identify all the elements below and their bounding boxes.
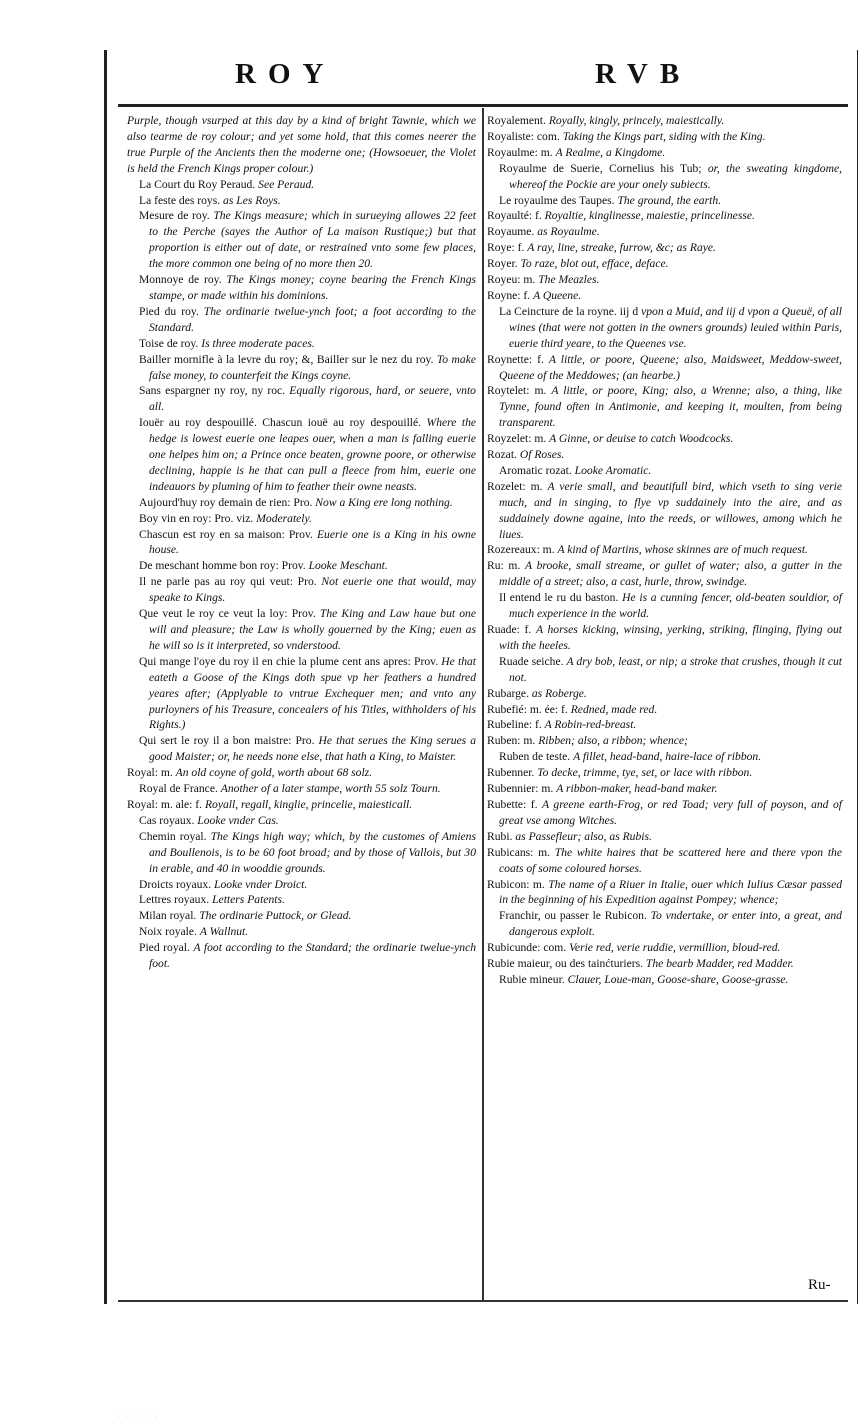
entry-translation: The bearb Madder, red Madder. xyxy=(645,957,794,971)
dictionary-entry xyxy=(127,415,476,495)
dictionary-entry xyxy=(487,940,842,956)
entry-headword: Le royaulme des Taupes. xyxy=(499,193,615,207)
dictionary-entry xyxy=(487,431,842,447)
entry-headword: La feste des roys. xyxy=(139,193,221,207)
entry-translation: vpon a Muid, and iij d vpon a Queuë, of all wines (that were not gotten in the owners grounds) leuied within Paris, euerie third yeare, to the Queenes vse. xyxy=(509,304,842,350)
entry-headword: Aromatic rozat. xyxy=(499,463,572,477)
entry-translation: Letters Patents. xyxy=(212,893,285,907)
dictionary-entry xyxy=(127,558,476,574)
entry-headword: Lettres royaux. xyxy=(139,893,210,907)
entry-translation: as Royaulme. xyxy=(537,225,600,239)
entry-headword: Aujourd'huy roy demain de rien: Pro. xyxy=(139,495,313,509)
entry-headword: Il entend le ru du baston. xyxy=(499,591,619,605)
entry-headword: Ruben: m. xyxy=(487,734,536,748)
dictionary-entry xyxy=(487,161,842,193)
entry-headword: Iouër au roy despouillé. Chascun iouë au roy despouillé. xyxy=(139,416,422,430)
entry-translation: as Les Roys. xyxy=(223,193,281,207)
entry-translation: Now a King ere long nothing. xyxy=(315,495,453,509)
entry-translation: An old coyne of gold, worth about 68 solz. xyxy=(175,766,373,780)
entry-headword: Qui sert le roy il a bon maistre: Pro. xyxy=(139,734,315,748)
running-head-left: ROY xyxy=(235,58,336,90)
entry-headword: Royaulté: f. xyxy=(487,209,542,223)
entry-translation: Redned, made red. xyxy=(570,702,658,716)
entry-translation: Looke vnder Cas. xyxy=(197,813,279,827)
dictionary-entry xyxy=(487,558,842,590)
dictionary-entry xyxy=(127,495,476,511)
dictionary-entry xyxy=(487,463,842,479)
entry-headword: Rubenner. xyxy=(487,766,535,780)
entry-translation: A Queene. xyxy=(533,288,582,302)
entry-headword: Rozat. xyxy=(487,448,517,462)
dictionary-entry xyxy=(487,383,842,431)
entry-headword: Roye: f. xyxy=(487,241,525,255)
entry-translation: Royall, regall, kinglie, princelie, maiesticall. xyxy=(204,797,413,811)
entry-translation: Looke Aromatic. xyxy=(574,463,652,477)
entry-translation: Verie red, verie ruddie, vermillion, bloud-red. xyxy=(569,941,781,955)
entry-headword: Rubie maieur, ou des tainćturiers. xyxy=(487,957,644,971)
entry-headword: Royeu: m. xyxy=(487,273,536,287)
dictionary-entry xyxy=(127,733,476,765)
dictionary-entry xyxy=(487,702,842,718)
dictionary-entry xyxy=(487,781,842,797)
entry-headword: Noix royale. xyxy=(139,925,197,939)
dictionary-entry xyxy=(487,829,842,845)
entry-headword: Sans espargner ny roy, ny roc. xyxy=(139,384,286,398)
entry-headword: Droicts royaux. xyxy=(139,877,212,891)
dictionary-entry xyxy=(127,352,476,384)
entry-translation: He that eateth a Goose of the Kings doth spue vp her feathers a hundred yeares after; (Applyable to vntrue Exchequer men; and vnto any purloyners of his Treasure, concealers of his Titles, withholders of his Rights.) xyxy=(149,654,477,732)
entry-translation: A kind of Martins, whose skinnes are of much request. xyxy=(557,543,808,557)
dictionary-entry xyxy=(487,447,842,463)
dictionary-entry xyxy=(127,511,476,527)
running-head-right: RVB xyxy=(595,58,692,90)
entry-headword: Rubennier: m. xyxy=(487,782,554,796)
dictionary-entry xyxy=(487,129,842,145)
dictionary-entry xyxy=(487,272,842,288)
entry-translation: The Kings high way; which, by the customes of Amiens and Boullenois, is to be 60 foot broad; and by those of Vallois, but 30 in erable, and 40 in wooddie grounds. xyxy=(149,829,476,875)
dictionary-entry xyxy=(487,797,842,829)
dictionary-entry xyxy=(127,765,476,781)
entry-headword: Royal de France. xyxy=(139,782,218,796)
entry-headword: Rubicon: m. xyxy=(487,877,545,891)
entry-headword: La Ceincture de la royne. iij d xyxy=(499,304,639,318)
entry-translation: A little, or poore, Queene; also, Maidsweet, Meddow-sweet, Queene of the Meddowes; (an hearbe.) xyxy=(499,352,842,382)
dictionary-entry xyxy=(127,304,476,336)
entry-translation: Ribben; also, a ribbon; whence; xyxy=(538,734,688,748)
dictionary-entry xyxy=(127,177,476,193)
entry-headword: Bailler mornifle à la levre du roy; &, Bailler sur le nez du roy. xyxy=(139,352,434,366)
entry-headword: Boy vin en roy: Pro. viz. xyxy=(139,511,254,525)
entry-headword: Ruade seiche. xyxy=(499,654,564,668)
entry-headword: Mesure de roy. xyxy=(139,209,210,223)
dictionary-entry xyxy=(127,654,476,734)
entry-headword: Que veut le roy ce veut la loy: Prov. xyxy=(139,607,316,621)
dictionary-entry xyxy=(487,479,842,543)
entry-translation: Royally, kingly, princely, maiestically. xyxy=(548,114,725,127)
entry-headword: Royal: m. xyxy=(127,766,173,780)
dictionary-entry xyxy=(127,383,476,415)
entry-translation: The Kings measure; which in surueying allowes 22 feet to the Perche (sayes the Author of La maison Rustique;) but that proportion is either out of date, or restrained vnto some few places, the more common one being of no more then 20. xyxy=(149,209,477,271)
entry-headword: Rubette: f. xyxy=(487,797,538,811)
entry-translation: A ray, line, streake, furrow, &c; as Raye. xyxy=(527,241,716,255)
entry-translation: The name of a Riuer in Italie, ouer which Iulius Cæsar passed in the beginning of his Expedition against Pompey; whence; xyxy=(499,877,843,907)
entry-translation: A Realme, a Kingdome. xyxy=(555,145,666,159)
entry-headword: Rubarge. xyxy=(487,686,529,700)
dictionary-entry xyxy=(487,765,842,781)
entry-headword: Ruben de teste. xyxy=(499,750,571,764)
entry-translation: Equally rigorous, hard, or seuere, vnto all. xyxy=(149,384,476,414)
entry-translation: Is three moderate paces. xyxy=(201,336,315,350)
entry-headword: Royaliste: com. xyxy=(487,129,560,143)
entry-translation: Where the hedge is lowest euerie one leapes ouer, when a man is falling euerie one helpes him on; a Prince once beaten, growne poore, or otherwise declining, happie is he that can pull a fleece from him, euerie one indeauors by pluming of him to feather their owne neasts. xyxy=(149,416,477,493)
entry-translation: A greene earth-Frog, or red Toad; very full of poyson, and of great vse among Witches. xyxy=(499,797,842,827)
entry-translation: Clauer, Loue-man, Goose-share, Goose-grasse. xyxy=(567,972,789,986)
dictionary-entry xyxy=(487,877,842,909)
dictionary-entry xyxy=(487,145,842,161)
entry-translation: The King and Law haue but one will and pleasure; the Law is wholly gouerned by the King; euen as he will so is it interpreted, so vnderstood. xyxy=(149,607,476,652)
entry-translation: The ground, the earth. xyxy=(617,193,722,207)
entry-headword: Royaulme de Suerie, Cornelius his Tub; xyxy=(499,161,702,175)
entry-headword: Rozereaux: m. xyxy=(487,543,555,557)
dictionary-entry xyxy=(487,590,842,622)
dictionary-entry xyxy=(487,304,842,352)
dictionary-entry xyxy=(487,845,842,877)
dictionary-entry xyxy=(127,781,476,797)
entry-headword: Roytelet: m. xyxy=(487,384,547,398)
dictionary-entry xyxy=(487,208,842,224)
entry-headword: Monnoye de roy. xyxy=(139,273,222,287)
entry-headword: La Court du Roy Peraud. xyxy=(139,177,256,191)
entry-translation: The ordinarie Puttock, or Glead. xyxy=(199,909,352,923)
dictionary-entry xyxy=(127,113,476,177)
dictionary-entry xyxy=(487,733,842,749)
entry-headword: Cas royaux. xyxy=(139,813,195,827)
dictionary-entry xyxy=(127,272,476,304)
entry-translation: A fillet, head-band, haire-lace of ribbon. xyxy=(573,750,762,764)
dictionary-entry xyxy=(487,193,842,209)
entry-headword: Roynette: f. xyxy=(487,352,544,366)
dictionary-entry xyxy=(487,240,842,256)
dictionary-entry xyxy=(487,654,842,686)
entry-headword: Rubicans: m. xyxy=(487,845,551,859)
entry-translation: To raze, blot out, efface, deface. xyxy=(520,257,669,271)
entry-translation: Not euerie one that would, may speake to Kings. xyxy=(149,575,477,605)
dictionary-entry xyxy=(127,574,476,606)
entry-headword: Rubeline: f. xyxy=(487,718,542,732)
right-column xyxy=(487,113,842,988)
entry-headword: Chascun est roy en sa maison: Prov. xyxy=(139,527,313,541)
entry-headword: De meschant homme bon roy: Prov. xyxy=(139,559,306,573)
entry-translation: To decke, trimme, tye, set, or lace with ribbon. xyxy=(537,766,753,780)
entry-translation: Taking the Kings part, siding with the King. xyxy=(562,129,766,143)
dictionary-entry xyxy=(487,352,842,384)
entry-headword: Royalement. xyxy=(487,114,546,127)
entry-translation: A Ginne, or deuise to catch Woodcocks. xyxy=(549,432,734,446)
entry-headword: Ruade: f. xyxy=(487,623,532,636)
entry-translation: A brooke, small streame, or gullet of water; also, a gutter in the middle of a street; also, a cast, hurle, throw, swindge. xyxy=(499,559,842,589)
entry-translation: Another of a later stampe, worth 55 solz Tourn. xyxy=(220,782,441,796)
entry-headword: Royer. xyxy=(487,257,518,271)
entry-translation: The Kings money; coyne bearing the French Kings stampe, or made within his dominions. xyxy=(149,273,477,302)
entry-headword: Rubefié: m. ée: f. xyxy=(487,702,568,716)
entry-translation: as Passefleur; also, as Rubis. xyxy=(515,829,652,843)
entry-headword: Toise de roy. xyxy=(139,336,199,350)
dictionary-entry xyxy=(487,686,842,702)
entry-headword: Royne: f. xyxy=(487,288,531,302)
dictionary-entry xyxy=(487,749,842,765)
entry-headword: Royaulme: m. xyxy=(487,145,553,159)
entry-translation: A horses kicking, winsing, yerking, striking, flinging, flying out with the heeles. xyxy=(499,623,842,652)
entry-headword: Pied du roy. xyxy=(139,304,199,318)
entry-headword: Royaume. xyxy=(487,225,535,239)
dictionary-entry xyxy=(487,113,842,129)
entry-headword: Rozelet: m. xyxy=(487,479,543,493)
dictionary-entry xyxy=(127,892,476,908)
entry-translation: To make false money, to counterfeit the Kings coyne. xyxy=(149,352,477,382)
dictionary-entry xyxy=(487,288,842,304)
entry-translation: He is a cunning fencer, old-beaten souldior, of much experience in the world. xyxy=(509,591,842,621)
dictionary-entry xyxy=(487,224,842,240)
entry-headword: Rubicunde: com. xyxy=(487,941,567,955)
scan-marks: · · · · · · xyxy=(118,1414,160,1420)
entry-translation: as Roberge. xyxy=(531,686,587,700)
catchword: Ru- xyxy=(808,1277,831,1293)
entry-translation: Of Roses. xyxy=(519,448,565,462)
entry-translation: A foot according to the Standard; the ordinarie twelue-ynch foot. xyxy=(149,941,477,971)
entry-translation: A dry bob, least, or nip; a stroke that crushes, though it cut not. xyxy=(509,654,843,684)
dictionary-entry xyxy=(127,193,476,209)
entry-headword: Ru: m. xyxy=(487,559,521,573)
entry-translation: To vndertake, or enter into, a great, and dangerous exploit. xyxy=(509,909,842,939)
dictionary-entry xyxy=(487,256,842,272)
entry-translation: A Robin-red-breast. xyxy=(544,718,637,732)
entry-translation: A verie small, and beautifull bird, which vseth to sing verie much, and in singing, to flye vp suddainely into the aire, and as suddainely downe againe, into the reeds, or willowes, among which he liues. xyxy=(499,479,842,541)
entry-translation: The ordinarie twelue-ynch foot; a foot according to the Standard. xyxy=(149,304,476,334)
dictionary-entry xyxy=(127,908,476,924)
dictionary-entry xyxy=(487,542,842,558)
dictionary-entry xyxy=(127,336,476,352)
entry-headword: Rubi. xyxy=(487,829,513,843)
entry-translation: A Wallnut. xyxy=(199,925,249,939)
entry-headword: Il ne parle pas au roy qui veut: Pro. xyxy=(139,575,317,589)
entry-translation: The Meazles. xyxy=(538,273,600,287)
dictionary-entry xyxy=(487,622,842,654)
dictionary-entry xyxy=(127,813,476,829)
entry-headword: Royzelet: m. xyxy=(487,432,547,446)
entry-headword: Chemin royal. xyxy=(139,829,207,843)
footer-rule xyxy=(118,1300,848,1302)
column-divider xyxy=(482,108,484,1300)
dictionary-entry xyxy=(487,717,842,733)
entry-translation: The white haires that be scattered here and there vpon the coats of some coloured horses. xyxy=(499,845,842,875)
entry-headword: Qui mange l'oye du roy il en chie la plume cent ans apres: Prov. xyxy=(139,654,439,668)
header-rule xyxy=(118,104,848,107)
dictionary-entry xyxy=(127,527,476,559)
entry-translation: Purple, though vsurped at this day by a kind of bright Tawnie, which we also tearme de roy colour; and yet some hold, that this comes neerer the true Purple of the Ancients then the moderne one; (Howsoeuer, the Violet is held the French Kings proper colour.) xyxy=(127,114,476,175)
entry-translation: Euerie one is a King in his owne house. xyxy=(149,527,476,557)
dictionary-entry xyxy=(487,908,842,940)
dictionary-entry xyxy=(127,208,476,272)
entry-translation: Moderately. xyxy=(256,511,312,525)
entry-translation: Royaltie, kinglinesse, maiestie, princelinesse. xyxy=(544,209,755,223)
entry-translation: A ribbon-maker, head-band maker. xyxy=(556,782,718,796)
left-column xyxy=(127,113,476,972)
entry-translation: Looke vnder Droict. xyxy=(214,877,308,891)
dictionary-entry xyxy=(127,940,476,972)
dictionary-entry xyxy=(487,972,842,988)
entry-headword: Milan royal. xyxy=(139,909,197,923)
entry-translation: He that serues the King serues a good Maister; or, he needs none else, that hath a King, to Maister. xyxy=(149,734,477,764)
dictionary-entry xyxy=(127,924,476,940)
entry-headword: Pied royal. xyxy=(139,941,190,955)
dictionary-entry xyxy=(487,956,842,972)
dictionary-entry xyxy=(127,877,476,893)
entry-headword: Franchir, ou passer le Rubicon. xyxy=(499,909,647,923)
entry-headword: Royal: m. ale: f. xyxy=(127,797,203,811)
entry-translation: See Peraud. xyxy=(258,177,315,191)
entry-translation: or, the sweating kingdome, whereof the Pockie are your onely subiects. xyxy=(509,161,843,191)
dictionary-entry xyxy=(127,606,476,654)
entry-translation: A little, or poore, King; also, a Wrenne; also, a thing, like Tynne, found often in Antimonie, and keeping it, moulten, from being transparent. xyxy=(499,384,842,430)
entry-translation: Looke Meschant. xyxy=(308,559,388,573)
dictionary-entry xyxy=(127,829,476,877)
dictionary-entry xyxy=(127,797,476,813)
entry-headword: Rubie mineur. xyxy=(499,972,565,986)
